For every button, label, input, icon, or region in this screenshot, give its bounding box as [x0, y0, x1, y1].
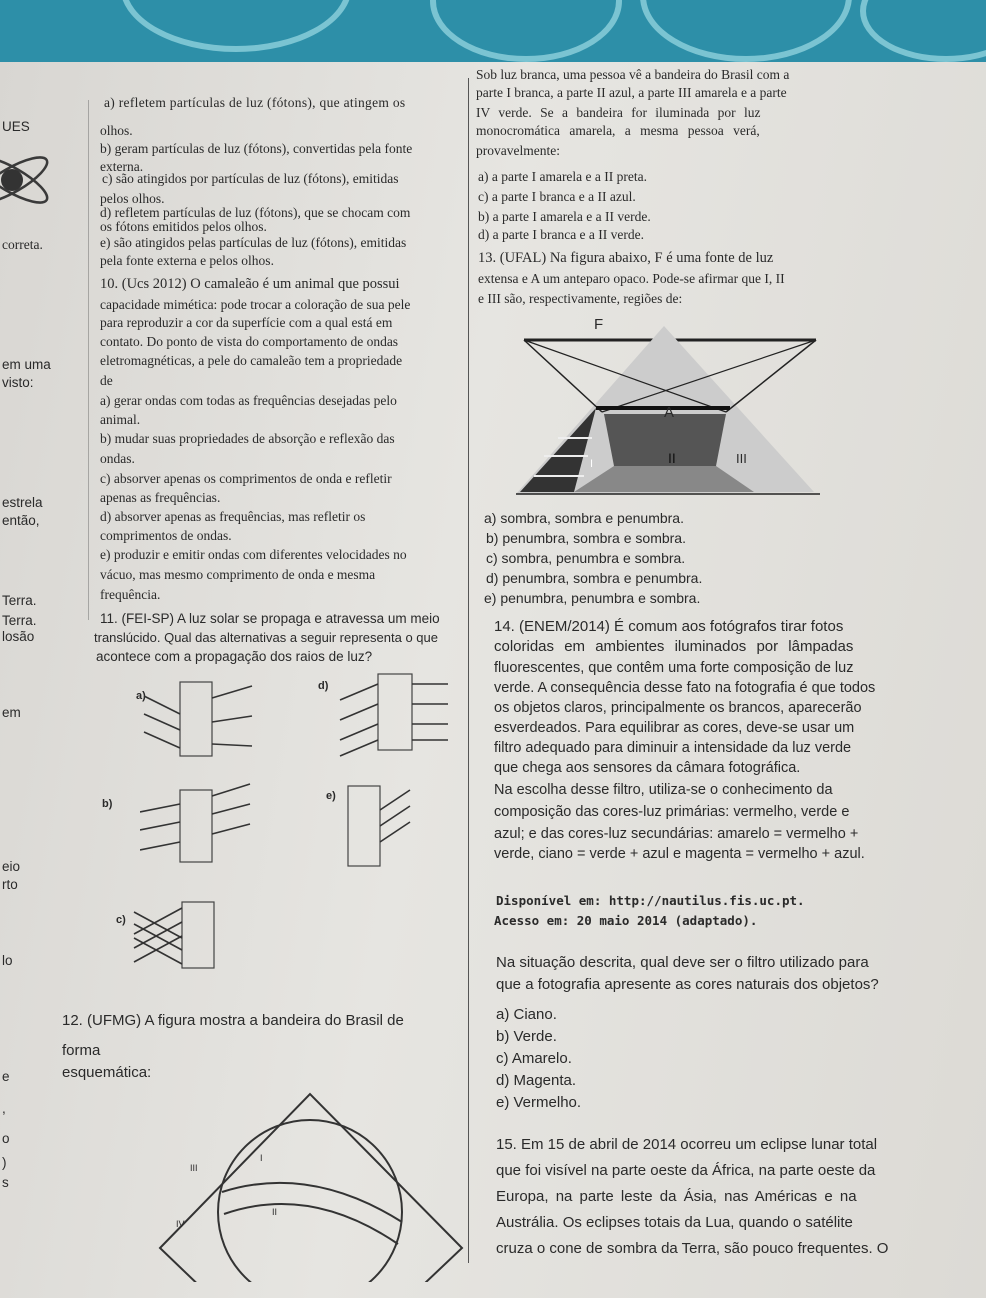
q13-line: extensa e A um anteparo opaco. Pode-se afirmar que I, II	[478, 271, 785, 286]
prev-q-option: c) a parte I branca e a II azul.	[478, 189, 636, 204]
q14-line: filtro adequado para diminuir a intensidade da luz verde	[494, 740, 852, 756]
q10-option: e) produzir e emitir ondas com diferentes velocidades no	[100, 547, 407, 562]
option-b: b) geram partículas de luz (fótons), convertidas pela fonte	[100, 141, 413, 156]
q14-option: d) Magenta.	[496, 1072, 577, 1089]
option-c-cont: pelos olhos.	[100, 191, 165, 206]
q14-source: Acesso em: 20 maio 2014 (adaptado).	[494, 913, 758, 928]
margin-fragment: UES	[2, 119, 30, 134]
q14-line: coloridas em ambientes iluminados por lâmpadas	[494, 638, 854, 655]
q14-line: composição das cores-luz primárias: vermelho, verde e	[494, 804, 850, 820]
q10-option: d) absorver apenas as frequências, mas refletir os	[100, 509, 366, 524]
margin-fragment: estrela	[2, 495, 43, 510]
decorative-banner	[0, 0, 986, 62]
prev-q-option: d) a parte I branca e a II verde.	[478, 227, 645, 242]
prev-q-intro: provavelmente:	[476, 143, 560, 158]
margin-fragment: e	[2, 1069, 10, 1084]
q14-source: Disponível em: http://nautilus.fis.uc.pt.	[496, 893, 805, 908]
q14-line: verde. A consequência desse fato na fotografia é que todos	[494, 680, 876, 696]
q10-option: animal.	[100, 412, 141, 427]
q11-figure-e	[344, 780, 444, 870]
q14-question: que a fotografia apresente as cores naturais dos objetos?	[496, 976, 879, 993]
q14-line: fluorescentes, que contêm uma forte composição de luz	[494, 660, 854, 676]
q13-option: e) penumbra, penumbra e sombra.	[484, 590, 701, 606]
q13-option: c) sombra, penumbra e sombra.	[486, 550, 686, 566]
q10-option: a) gerar ondas com todas as frequências desejadas pelo	[100, 393, 397, 408]
q13-line: 13. (UFAL) Na figura abaixo, F é uma fonte de luz	[478, 250, 774, 266]
margin-fragment: rto	[2, 877, 18, 892]
q11-figure-b	[140, 778, 260, 868]
margin-fragment: Terra.	[2, 613, 37, 628]
q11-figure-d	[336, 670, 466, 760]
q14-line: os objetos claros, principalmente os brancos, aparecerão	[494, 700, 862, 716]
q14-line: Na escolha desse filtro, utiliza-se o conhecimento da	[494, 782, 833, 798]
option-a-cont: olhos.	[100, 123, 133, 138]
margin-fragment: Terra.	[2, 593, 37, 608]
option-e-cont: pela fonte externa e pelos olhos.	[100, 253, 274, 268]
q11-figure-a	[140, 676, 260, 766]
q11-figure-c	[130, 894, 230, 974]
q10-option: b) mudar suas propriedades de absorção e reflexão das	[100, 431, 395, 446]
q13-option: a) sombra, sombra e penumbra.	[484, 510, 684, 526]
fig-label-f: F	[594, 316, 604, 333]
column-divider	[88, 100, 89, 620]
margin-fragment: em uma	[2, 357, 51, 372]
fig-label-i: I	[590, 458, 594, 470]
flag-region-label: II	[272, 1207, 278, 1217]
q15-line: que foi visível na parte oeste da África, na parte oeste da	[496, 1162, 876, 1179]
q15-line: cruza o cone de sombra da Terra, são pouco frequentes. O	[496, 1240, 889, 1257]
q10-option: apenas as frequências.	[100, 490, 221, 505]
q13-option: b) penumbra, sombra e sombra.	[486, 530, 686, 546]
atom-icon	[0, 128, 60, 228]
margin-fragment: o	[2, 1131, 10, 1146]
margin-fragment: s	[2, 1175, 9, 1190]
q12-line: forma	[62, 1042, 101, 1059]
prev-q-option: b) a parte I amarela e a II verde.	[478, 209, 651, 224]
flag-region-label: I	[260, 1153, 263, 1163]
q14-line: que chega aos sensores da câmara fotográfica.	[494, 760, 801, 776]
q12-line: esquemática:	[62, 1064, 152, 1081]
q10-line: para reproduzir a cor da superfície com a qual está em	[100, 315, 393, 330]
q14-option: e) Vermelho.	[496, 1094, 582, 1111]
q11-label-c: c)	[116, 914, 126, 926]
q12-line: 12. (UFMG) A figura mostra a bandeira do Brasil de	[62, 1012, 404, 1029]
q14-option: b) Verde.	[496, 1028, 557, 1045]
q11-label-a: a)	[136, 690, 146, 702]
q13-line: e III são, respectivamente, regiões de:	[478, 291, 683, 306]
option-a: a) refletem partículas de luz (fótons), que atingem os	[104, 95, 406, 110]
q11-line: 11. (FEI-SP) A luz solar se propaga e atravessa um meio	[100, 611, 440, 626]
prev-q-option: a) a parte I amarela e a II preta.	[478, 169, 648, 184]
q14-line: verde, ciano = verde + azul e magenta = vermelho + azul.	[494, 846, 865, 862]
q10-option: frequência.	[100, 587, 161, 602]
q11-label-b: b)	[102, 798, 113, 810]
option-b-cont: externa.	[100, 159, 144, 174]
q15-line: Austrália. Os eclipses totais da Lua, quando o satélite	[496, 1214, 853, 1231]
q14-option: a) Ciano.	[496, 1006, 557, 1023]
margin-fragment: visto:	[2, 375, 34, 390]
margin-fragment: )	[2, 1155, 7, 1170]
prev-q-intro: IV verde. Se a bandeira for iluminada por luz	[476, 105, 761, 120]
q10-option: comprimentos de ondas.	[100, 528, 232, 543]
option-d-cont: os fótons emitidos pelos olhos.	[100, 219, 267, 234]
q14-question: Na situação descrita, qual deve ser o filtro utilizado para	[496, 954, 869, 971]
q11-label-e: e)	[326, 790, 336, 802]
q10-line: eletromagnéticas, a pele do camaleão tem a propriedade	[100, 353, 403, 368]
q15-line: Europa, na parte leste da Ásia, nas Américas e na	[496, 1188, 857, 1205]
q15-line: 15. Em 15 de abril de 2014 ocorreu um eclipse lunar total	[496, 1136, 878, 1153]
margin-fragment: losão	[2, 629, 35, 644]
margin-fragment: em	[2, 705, 21, 720]
option-d: d) refletem partículas de luz (fótons), que se chocam com	[100, 205, 411, 220]
q10-line: capacidade mimética: pode trocar a coloração de sua pele	[100, 297, 411, 312]
prev-q-intro: monocromática amarela, a mesma pessoa verá,	[476, 123, 760, 138]
q10-line: 10. (Ucs 2012) O camaleão é um animal que possui	[100, 276, 400, 292]
q10-option: vácuo, mas mesmo comprimento de onda e mesma	[100, 567, 376, 582]
fig-label-ii: II	[668, 450, 676, 466]
flag-region-label: III	[190, 1163, 198, 1173]
flag-region-label: IV	[176, 1219, 185, 1229]
q11-line: acontece com a propagação dos raios de luz?	[96, 649, 373, 664]
q11-label-d: d)	[318, 680, 329, 692]
fig-label-a: A	[664, 404, 675, 421]
q10-line: de	[100, 373, 113, 388]
prev-q-intro: Sob luz branca, uma pessoa vê a bandeira do Brasil com a	[476, 67, 790, 82]
brazil-flag-diagram	[140, 1072, 470, 1282]
q14-line: azul; e das cores-luz secundárias: amarelo = vermelho +	[494, 826, 859, 842]
q10-option: c) absorver apenas os comprimentos de onda e refletir	[100, 471, 392, 486]
prev-q-intro: parte I branca, a parte II azul, a parte III amarela e a parte	[476, 85, 787, 100]
q11-line: translúcido. Qual das alternativas a seguir representa o que	[94, 630, 438, 645]
margin-fragment: lo	[2, 953, 13, 968]
margin-fragment: então,	[2, 513, 40, 528]
margin-fragment: correta.	[2, 237, 43, 252]
q14-option: c) Amarelo.	[496, 1050, 572, 1067]
option-c: c) são atingidos por partículas de luz (fótons), emitidas	[102, 171, 399, 186]
q14-line: esverdeados. Para equilibrar as cores, deve-se usar um	[494, 720, 855, 736]
option-e: e) são atingidos pelas partículas de luz (fótons), emitidas	[100, 235, 407, 250]
margin-fragment: ,	[2, 1101, 6, 1116]
margin-fragment: eio	[2, 859, 21, 874]
q13-option: d) penumbra, sombra e penumbra.	[486, 570, 703, 586]
q10-line: contato. Do ponto de vista do comportamento de ondas	[100, 334, 399, 349]
q14-line: 14. (ENEM/2014) É comum aos fotógrafos tirar fotos	[494, 618, 844, 635]
q10-option: ondas.	[100, 451, 135, 466]
fig-label-iii: III	[736, 451, 747, 466]
